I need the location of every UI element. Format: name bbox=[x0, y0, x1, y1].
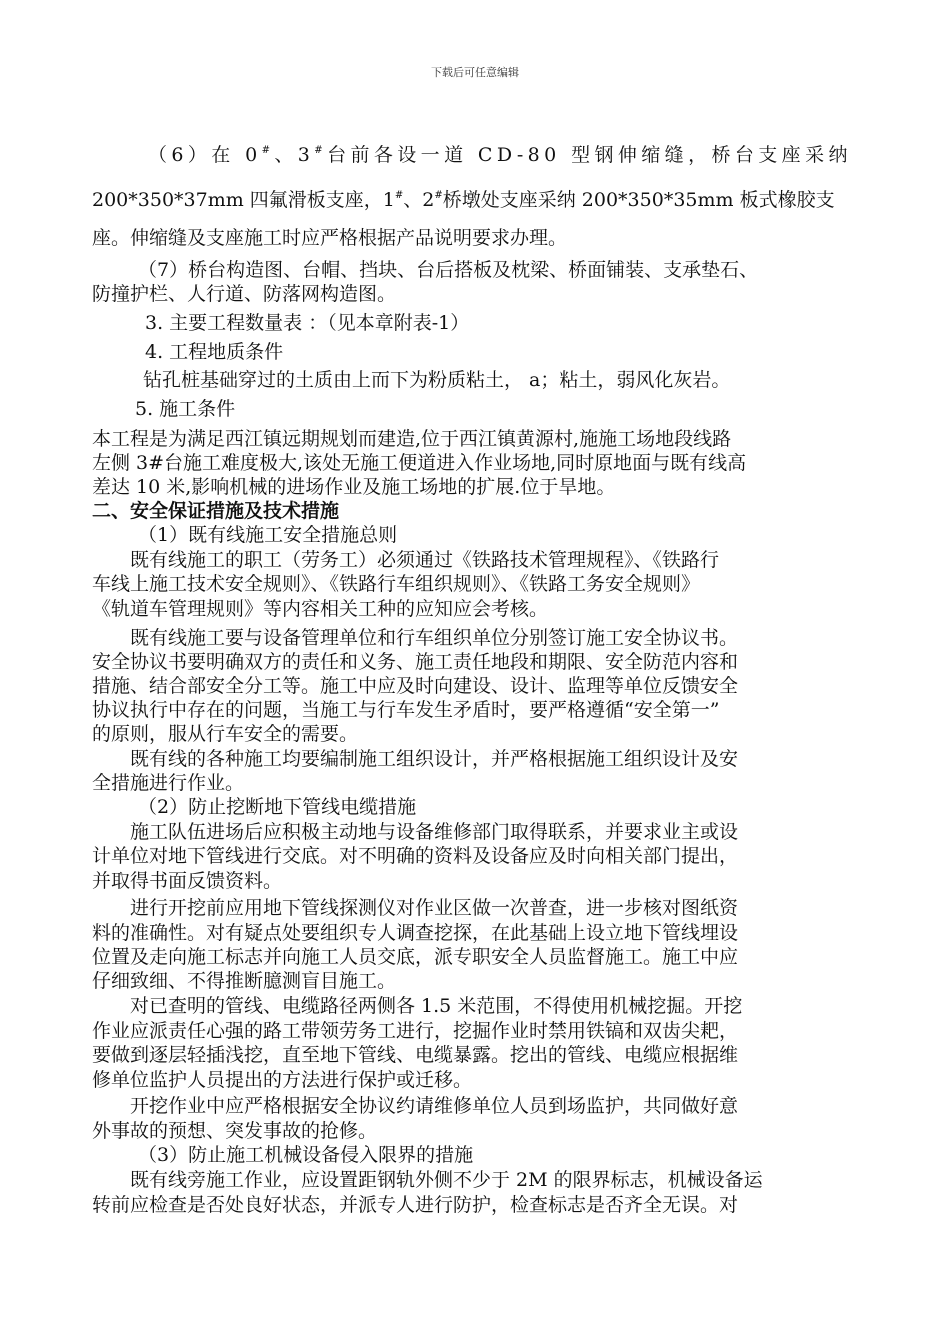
sub3-p1-line-1: 既有线旁施工作业，应设置距钢轨外侧不少于 2M 的限界标志，机械设备运 bbox=[130, 1169, 763, 1191]
sub2-p1-line-1: 施工队伍进场后应积极主动地与设备维修部门取得联系，并要求业主或设 bbox=[130, 821, 739, 843]
sub2-p1-line-2: 计单位对地下管线进行交底。对不明确的资料及设备应及时向相关部门提出， bbox=[92, 845, 739, 867]
page-header: 下载后可任意编辑 bbox=[431, 66, 519, 79]
p6-text: 200*350*37mm 四氟滑板支座，1 bbox=[92, 189, 395, 211]
sub2-p1-line-3: 并取得书面反馈资料。 bbox=[92, 870, 283, 892]
section-2-heading: 二、安全保证措施及技术措施 bbox=[92, 500, 340, 522]
sub1-p3-line-1: 既有线的各种施工均要编制施工组织设计，并严格根据施工组织设计及安 bbox=[130, 748, 739, 770]
p7-line-1: （7）桥台构造图、台帽、挡块、台后搭板及枕梁、桥面铺装、支承垫石、 bbox=[138, 259, 759, 281]
sub2-p2-line-4: 仔细致细、不得推断臆测盲目施工。 bbox=[92, 970, 397, 992]
superscript: # bbox=[394, 190, 404, 201]
sub1-p2-line-1: 既有线施工要与设备管理单位和行车组织单位分别签订施工安全协议书。 bbox=[130, 627, 739, 649]
p6-text: 、3 bbox=[274, 144, 315, 166]
p6-text: （6）在 0 bbox=[148, 144, 262, 166]
sub2-p4-line-2: 外事故的预想、突发事故的抢修。 bbox=[92, 1120, 378, 1142]
sub1-p1-line-2: 车线上施工技术安全规则》、《铁路行车组织规则》、《铁路工务安全规则》 bbox=[92, 573, 701, 595]
p6-line-1 bbox=[148, 142, 852, 168]
sub1-p1-line-1: 既有线施工的职工（劳务工）必须通过《铁路技术管理规程》、《铁路行 bbox=[130, 549, 720, 571]
sub2-p2-line-1: 进行开挖前应用地下管线探测仪对作业区做一次普查，进一步核对图纸资 bbox=[130, 897, 739, 919]
p6-text: 、2 bbox=[403, 189, 435, 211]
sub2-p3-line-1: 对已查明的管线、电缆路径两侧各 1.5 米范围，不得使用机械挖掘。开挖 bbox=[130, 995, 743, 1017]
sub1-p2-line-4: 协议执行中存在的问题，当施工与行车发生矛盾时，要严格遵循“安全第一” bbox=[92, 699, 720, 721]
section-3-title: 3. 主要工程数量表 ：（见本章附表-1） bbox=[145, 312, 470, 334]
sub3-title: （3）防止施工机械设备侵入限界的措施 bbox=[138, 1144, 474, 1166]
sub1-p1-line-3: 《轨道车管理规则》等内容相关工种的应知应会考核。 bbox=[92, 598, 549, 620]
sub2-p3-line-3: 要做到逐层轻插浅挖，直至地下管线、电缆暴露。挖出的管线、电缆应根据维 bbox=[92, 1044, 739, 1066]
sub1-p2-line-3: 措施、结合部安全分工等。施工中应及时向建设、设计、监理等单位反馈安全 bbox=[92, 675, 739, 697]
p6-line-3: 座。伸缩缝及支座施工时应严格根据产品说明要求办理。 bbox=[92, 227, 568, 249]
sub2-p3-line-2: 作业应派责任心强的路工带领劳务工进行，挖掘作业时禁用铁镐和双齿尖耙， bbox=[92, 1020, 739, 1042]
p6-line-2 bbox=[92, 187, 835, 213]
sub1-p2-line-5: 的原则，服从行车安全的需要。 bbox=[92, 723, 359, 745]
p6-text: 桥墩处支座采纳 200*350*35mm 板式橡胶支 bbox=[442, 189, 835, 211]
sub1-p3-line-2: 全措施进行作业。 bbox=[92, 772, 245, 794]
section-5-line-3: 差达 10 米,影响机械的进场作业及施工场地的扩展.位于旱地。 bbox=[92, 476, 616, 498]
section-4-body: 钻孔桩基础穿过的土质由上而下为粉质粘土， a；粘土，弱风化灰岩。 bbox=[143, 369, 731, 391]
superscript: # bbox=[314, 145, 328, 156]
sub2-p3-line-4: 修单位监护人员提出的方法进行保护或迁移。 bbox=[92, 1069, 473, 1091]
superscript: # bbox=[434, 190, 443, 201]
sub1-title: （1）既有线施工安全措施总则 bbox=[138, 524, 398, 546]
p6-text: 台前各设一道 CD-80 型钢伸缩缝，桥台支座采纳 bbox=[327, 144, 852, 166]
sub1-p2-line-2: 安全协议书要明确双方的责任和义务、施工责任地段和期限、安全防范内容和 bbox=[92, 651, 739, 673]
section-5-line-1: 本工程是为满足西江镇远期规划而建造,位于西江镇黄源村,施施工场地段线路 bbox=[92, 428, 732, 450]
sub3-p1-line-2: 转前应检查是否处良好状态，并派专人进行防护，检查标志是否齐全无误。对 bbox=[92, 1194, 739, 1216]
sub2-p2-line-3: 位置及走向施工标志并向施工人员交底，派专职安全人员监督施工。施工中应 bbox=[92, 946, 739, 968]
sub2-title: （2）防止挖断地下管线电缆措施 bbox=[138, 796, 417, 818]
p7-line-2: 防撞护栏、人行道、防落网构造图。 bbox=[92, 283, 397, 305]
section-5-title: 5. 施工条件 bbox=[135, 398, 236, 420]
sub2-p4-line-1: 开挖作业中应严格根据安全协议约请维修单位人员到场监护，共同做好意 bbox=[130, 1095, 739, 1117]
section-5-line-2: 左侧 3#台施工难度极大,该处无施工便道进入作业场地,同时原地面与既有线高 bbox=[92, 452, 747, 474]
sub2-p2-line-2: 料的准确性。对有疑点处要组织专人调查挖探，在此基础上设立地下管线埋设 bbox=[92, 922, 739, 944]
section-4-title: 4. 工程地质条件 bbox=[145, 341, 284, 363]
superscript: # bbox=[261, 145, 275, 156]
